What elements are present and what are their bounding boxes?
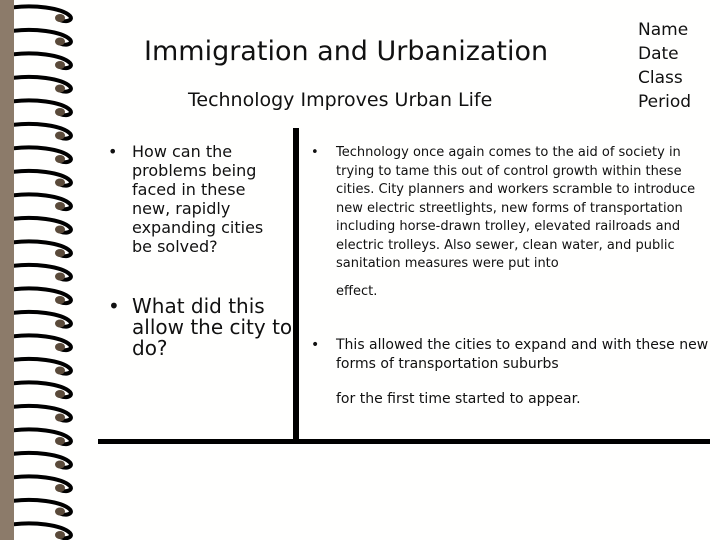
bullet-icon: •	[311, 145, 319, 160]
answer-1-text: Technology once again comes to the aid of society in trying to tame this out of control growth within these cities. City planners and workers scramble to introduce new electric streetlights, new forms of transportation including horse-drawn trolley, elevated railroads and electric trolleys. Also sewer, clean water, and public sanitation measures were put into	[336, 145, 696, 271]
answer-2-end: for the first time started to appear.	[336, 391, 581, 407]
question-1-text: How can the problems being faced in these new, rapidly expanding cities be solved?	[132, 142, 264, 256]
question-1	[108, 142, 268, 256]
bullet-icon: •	[108, 294, 120, 318]
date-label: Date	[638, 44, 679, 64]
question-2	[108, 296, 298, 359]
page-title: Immigration and Urbanization	[144, 36, 549, 67]
notebook-page	[14, 0, 720, 540]
t-chart-horizontal-divider	[98, 439, 710, 444]
period-label: Period	[638, 92, 692, 112]
t-chart-vertical-divider	[293, 128, 299, 442]
name-label: Name	[638, 20, 689, 40]
answer-1	[309, 144, 704, 301]
page-subtitle: Technology Improves Urban Life	[188, 89, 493, 111]
spiral-binding-icon	[14, 0, 104, 540]
answer-2-text: This allowed the cities to expand and with these new forms of transportation suburbs	[336, 337, 709, 372]
class-label: Class	[638, 68, 683, 88]
student-info-block	[638, 18, 691, 114]
question-2-text: What did this allow the city to do?	[132, 294, 293, 360]
bullet-icon: •	[108, 142, 118, 161]
answer-2	[309, 336, 709, 409]
bullet-icon: •	[311, 337, 320, 353]
answer-1-end: effect.	[336, 283, 378, 299]
